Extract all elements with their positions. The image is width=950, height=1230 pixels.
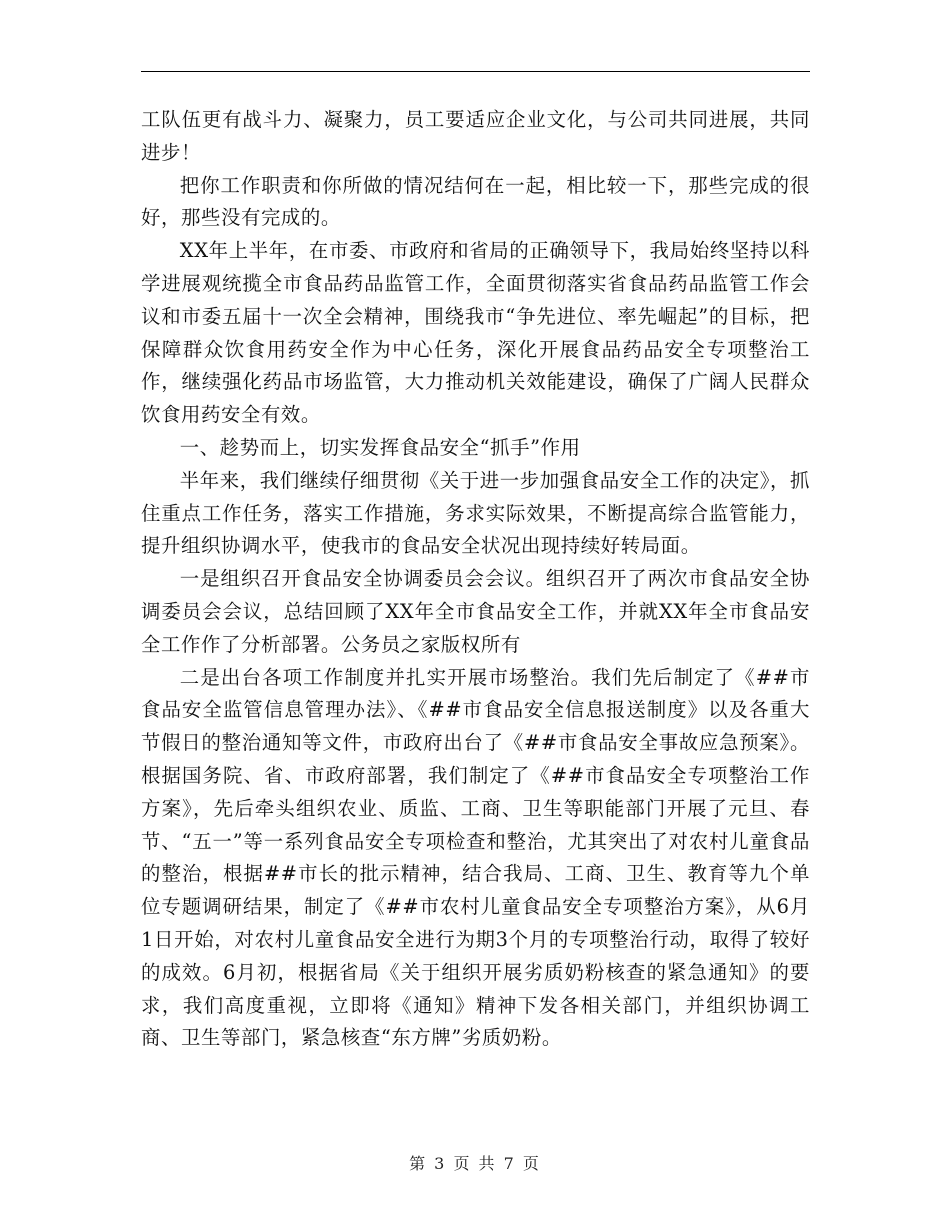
page-number-footer: 第 3 页 共 7 页 <box>409 1154 541 1173</box>
header-rule <box>141 71 810 72</box>
document-body <box>141 104 810 1055</box>
section-heading-food-safety: 一、趁势而上，切实发挥食品安全“抓手”作用 <box>179 435 581 459</box>
paragraph-regulations-rectification: 二是出台各项工作制度并扎实开展市场整治。我们先后制定了《##市食品安全监管信息管理办法》、《##市食品安全信息报送制度》以及各重大节假日的整治通知等文件，市政府出台了《##市食品安全事故应急预案》。根据国务院、省、市政府部署，我们制定了《##市食品安全专项整治工作方案》，先后牵头组织农业、质监、工商、卫生等职能部门开展了元旦、春节、“五一”等一系列食品安全专项检查和整治，尤其突出了对农村儿童食品的整治，根据##市长的批示精神，结合我局、工商、卫生、教育等九个单位专题调研结果，制定了《##市农村儿童食品安全专项整治方案》，从6月1日开始，对农村儿童食品安全进行为期3个月的专项整治行动，取得了较好的成效。6月初，根据省局《关于组织开展劣质奶粉核查的紧急通知》的要求，我们高度重视，立即将《通知》精神下发各相关部门，并组织协调工商、卫生等部门，紧急核查“东方牌”劣质奶粉。 <box>141 665 810 1050</box>
paragraph-first-half-summary: XX年上半年，在市委、市政府和省局的正确领导下，我局始终坚持以科学进展观统揽全市食品药品监管工作，全面贯彻落实省食品药品监管工作会议和市委五届十一次全会精神，围绕我市“争先进位、率先崛起”的目标，把保障群众饮食用药安全作为中心任务，深化开展食品药品安全专项整治工作，继续强化药品市场监管，大力推动机关效能建设，确保了广阔人民群众饮食用药安全有效。 <box>141 239 810 427</box>
paragraph-work-comparison: 把你工作职责和你所做的情况结何在一起，相比较一下，那些完成的很好，那些没有完成的。 <box>141 173 810 230</box>
paragraph-half-year-review: 半年来，我们继续仔细贯彻《关于进一步加强食品安全工作的决定》，抓住重点工作任务，落实工作措施，务求实际效果，不断提高综合监管能力，提升组织协调水平，使我市的食品安全状况出现持续好转局面。 <box>141 468 810 558</box>
paragraph-coordination-meeting: 一是组织召开食品安全协调委员会会议。组织召开了两次市食品安全协调委员会会议，总结回顾了XX年全市食品安全工作，并就XX年全市食品安全工作作了分析部署。公务员之家版权所有 <box>141 567 810 656</box>
paragraph-continuation: 工队伍更有战斗力、凝聚力，员工要适应企业文化，与公司共同进展，共同进步！ <box>141 108 810 164</box>
